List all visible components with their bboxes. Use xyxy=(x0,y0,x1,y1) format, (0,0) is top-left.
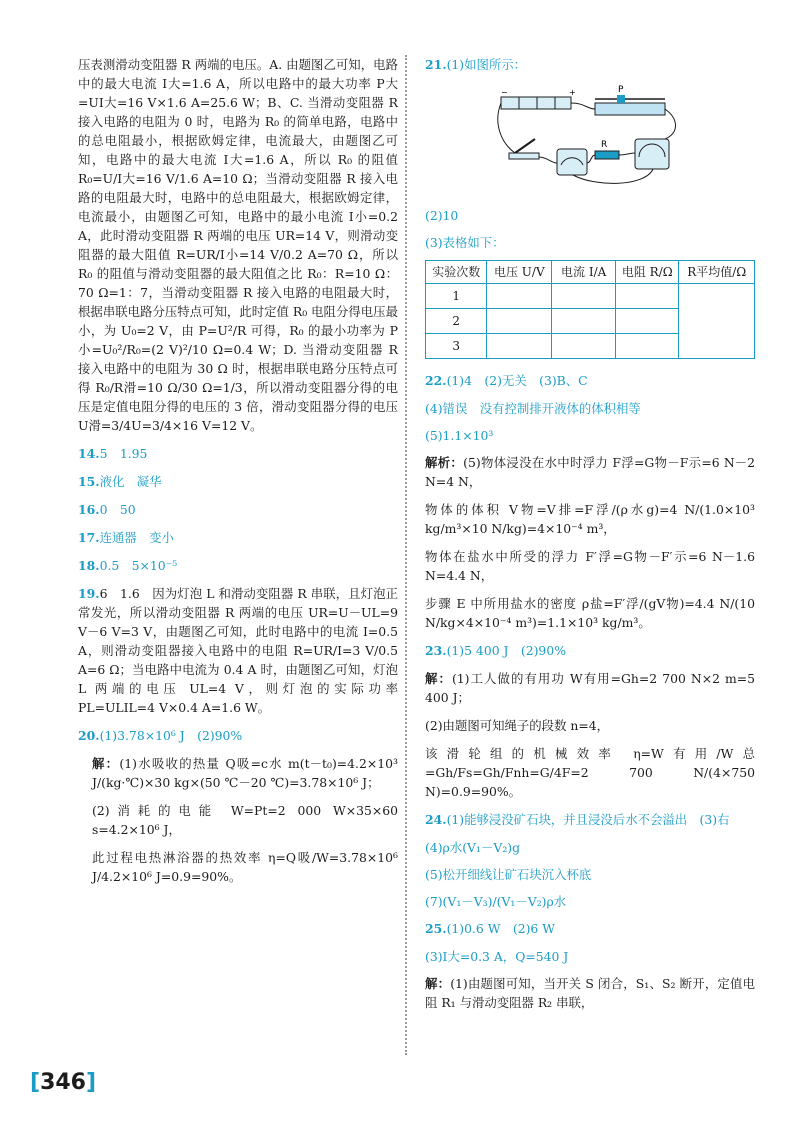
table-header: 电流 I/A xyxy=(552,261,616,284)
q21-text-1: (1)如图所示： xyxy=(446,57,527,72)
q22-solution-2: 物体的体积 V物=V排=F浮/(ρ水g)=4 N/(1.0×10³ kg/m³×10 N/kg)=4×10⁻⁴ m³， xyxy=(425,502,755,536)
q21-part2: (2)10 xyxy=(425,208,459,223)
q24-part4: (4)ρ水(V₁－V₂)g xyxy=(425,840,521,855)
q19-text: 6 1.6 因为灯泡 L 和滑动变阻器 R 串联，且灯泡正常发光，所以滑动变阻器 R 两端的电压 UR=U－UL=9 V－6 V=3 V，由题图乙可知，此时电路中的电流 I=0.5 A，则滑动变阻器接入电路中的电阻 R=UR/I=3 V/0.5 A=6 Ω；当电路中电流为 0.4 A 时，由题图乙可知，灯泡 L 两端的电压 UL=4 V，则灯泡的实际功率 PL=ULIL=4 V×0.4 A=1.6 W。 xyxy=(78,586,398,715)
q19-number: 19. xyxy=(78,586,100,601)
q25-solution xyxy=(425,974,755,1012)
table-cell xyxy=(552,309,616,334)
table-row xyxy=(426,284,755,309)
q25-part3: (3)I大=0.3 A，Q=540 J xyxy=(425,949,569,964)
answer-16 xyxy=(78,500,398,519)
q24-part5: (5)松开细线让矿石块沉入杯底 xyxy=(425,867,592,882)
q22-text: (1)4 (2)无关 (3)B、C xyxy=(446,373,588,388)
answer-15 xyxy=(78,472,398,491)
q16-number: 16. xyxy=(78,502,100,517)
q23-solution-1 xyxy=(425,669,755,707)
table-cell xyxy=(487,284,552,309)
q24-text-1: (1)能够浸没矿石块，并且浸没后水不会溢出 (3)右 xyxy=(446,812,730,827)
q24-part7: (7)(V₁－V₃)/(V₁－V₂)ρ水 xyxy=(425,894,567,909)
table-cell xyxy=(552,334,616,359)
q22-part4: (4)错误 没有控制排开液体的体积相等 xyxy=(425,401,641,416)
q22-solution-1 xyxy=(425,453,755,491)
q23-solution-3: 该滑轮组的机械效率 η=W有用/W总=Gh/Fs=Gh/Fnh=G/4F=2 700 N/(4×750 N)=0.9=90%。 xyxy=(425,746,755,799)
table-cell xyxy=(616,284,679,309)
q25-number: 25. xyxy=(425,921,447,936)
table-cell xyxy=(616,309,679,334)
q22-solution-text-1: (5)物体浸没在水中时浮力 F浮=G物－F示=6 N－2 N=4 N， xyxy=(425,455,755,489)
q22-number: 22. xyxy=(425,373,447,388)
experiment-table xyxy=(425,260,755,359)
left-column xyxy=(78,55,398,895)
q21-part3: (3)表格如下： xyxy=(425,235,505,250)
table-cell: 3 xyxy=(426,334,487,359)
q23-number: 23. xyxy=(425,643,447,658)
table-cell: 2 xyxy=(426,309,487,334)
answer-14 xyxy=(78,444,398,463)
page-number: [346] xyxy=(30,1070,97,1095)
q15-text: 液化 凝华 xyxy=(99,474,162,489)
page-number-value: 346 xyxy=(40,1070,86,1095)
q14-text: 5 1.95 xyxy=(99,446,148,461)
right-column xyxy=(425,55,755,1021)
q22-solution-label: 解析： xyxy=(425,455,464,470)
q20-solution-text-1: (1)水吸收的热量 Q吸=c水 m(t－t₀)=4.2×10³ J/(kg·℃)×30 kg×(50 ℃－20 ℃)=3.78×10⁶ J； xyxy=(92,756,398,790)
table-cell xyxy=(487,334,552,359)
q20-solution-2: (2)消耗的电能 W=Pt=2 000 W×35×60 s=4.2×10⁶ J， xyxy=(92,803,398,837)
table-header: 实验次数 xyxy=(426,261,487,284)
table-header: 电阻 R/Ω xyxy=(616,261,679,284)
q13-solution: 压表测滑动变阻器 R 两端的电压。A. 由题图乙可知，电路中的最大电流 I大=1.6 A，所以电路中的最大功率 P大=UI大=16 V×1.6 A=25.6 W；B、C. 当滑动变阻器 R 接入电路的电阻为 0 时，电路为 R₀ 的简单电路，电路中的总电阻最小，根据欧姆定律，电流最大，由题图乙可知，电路中的最大电流 I大=1.6 A，所以 R₀ 的阻值 R₀=U/I大=16 V/1.6 A=10 Ω；当滑动变阻器 R 接入电路的电阻最大时，电路中的总电阻最大，根据欧姆定律，电流最小，由题图乙可知，电路中的最小电流 I小=0.2 A，此时滑动变阻器 R 两端的电压 UR=14 V，则滑动变阻器的最大阻值 R=UR/I小=14 V/0.2 A=70 Ω，所以 R₀ 的阻值与滑动变阻器的最大阻值之比 R₀：R=10 Ω：70 Ω=1：7，当滑动变阻器 R 接入电路的电阻最大时，根据串联电路分压特点可知，此时定值 R₀ 电阻分得电压最小，为 U₀=2 V，由 P=U²/R 可得，R₀ 的最小功率为 P小=U₀²/R₀=(2 V)²/10 Ω=0.4 W；D. 当滑动变阻器 R 接入电路中的电阻为 30 Ω 时，根据串联电路分压特点可得 R₀/R滑=10 Ω/30 Ω=1/3，所以滑动变阻器分得的电压是定值电阻分得的电压的 3 倍，滑动变阻器分得的电压 U滑=3/4U=3/4×16 V=12 V。 xyxy=(78,57,398,433)
table-cell xyxy=(487,309,552,334)
q20-number: 20. xyxy=(78,728,100,743)
q20-solution-3: 此过程电热淋浴器的热效率 η=Q吸/W=3.78×10⁶ J/4.2×10⁶ J=0.9=90%。 xyxy=(92,850,398,884)
q25-solution-label: 解： xyxy=(425,976,451,991)
answer-18 xyxy=(78,556,398,575)
q18-number: 18. xyxy=(78,558,100,573)
table-header: 电压 U/V xyxy=(487,261,552,284)
q20-solution-label: 解： xyxy=(92,756,120,771)
q16-text: 0 50 xyxy=(99,502,136,517)
answer-21 xyxy=(425,55,755,74)
table-cell xyxy=(552,284,616,309)
q17-number: 17. xyxy=(78,530,100,545)
svg-text:−: − xyxy=(501,88,508,97)
circuit-diagram xyxy=(495,83,755,196)
answer-22 xyxy=(425,371,755,390)
answer-25 xyxy=(425,919,755,938)
answer-17 xyxy=(78,528,398,547)
answer-24 xyxy=(425,810,755,829)
svg-text:R: R xyxy=(601,140,608,150)
q18-text: 0.5 5×10⁻⁵ xyxy=(99,558,178,573)
answer-23 xyxy=(425,641,755,660)
q22-solution-3: 物体在盐水中所受的浮力 F′浮=G物－F′示=6 N－1.6 N=4.4 N， xyxy=(425,549,755,583)
q20-solution-1 xyxy=(78,754,398,792)
table-cell: 1 xyxy=(426,284,487,309)
table-header-row xyxy=(426,261,755,284)
table-cell xyxy=(679,284,755,359)
svg-text:P: P xyxy=(618,85,624,95)
q15-number: 15. xyxy=(78,474,100,489)
q25-solution-text: (1)由题图可知，当开关 S 闭合，S₁、S₂ 断开，定值电阻 R₁ 与滑动变阻器 R₂ 串联， xyxy=(425,976,755,1010)
table-header: R平均值/Ω xyxy=(679,261,755,284)
q23-solution-2: (2)由题图可知绳子的段数 n=4， xyxy=(425,718,610,733)
column-divider xyxy=(405,55,407,1055)
q14-number: 14. xyxy=(78,446,100,461)
q25-text-1: (1)0.6 W (2)6 W xyxy=(446,921,555,936)
circuit-image xyxy=(495,83,685,191)
q17-text: 连通器 变小 xyxy=(99,530,174,545)
q20-text: (1)3.78×10⁶ J (2)90% xyxy=(99,728,243,743)
answer-19 xyxy=(78,584,398,717)
q23-solution-text-1: (1)工人做的有用功 W有用=Gh=2 700 N×2 m=5 400 J； xyxy=(425,671,756,705)
q23-solution-label: 解： xyxy=(425,671,452,686)
table-cell xyxy=(616,334,679,359)
answer-20 xyxy=(78,726,398,745)
svg-text:+: + xyxy=(569,88,576,97)
q22-solution-4: 步骤 E 中所用盐水的密度 ρ盐=F′浮/(gV物)=4.4 N/(10 N/kg×4×10⁻⁴ m³)=1.1×10³ kg/m³。 xyxy=(425,596,755,630)
q21-number: 21. xyxy=(425,57,447,72)
q24-number: 24. xyxy=(425,812,447,827)
q22-part5: (5)1.1×10³ xyxy=(425,428,494,443)
q23-text: (1)5 400 J (2)90% xyxy=(446,643,566,658)
